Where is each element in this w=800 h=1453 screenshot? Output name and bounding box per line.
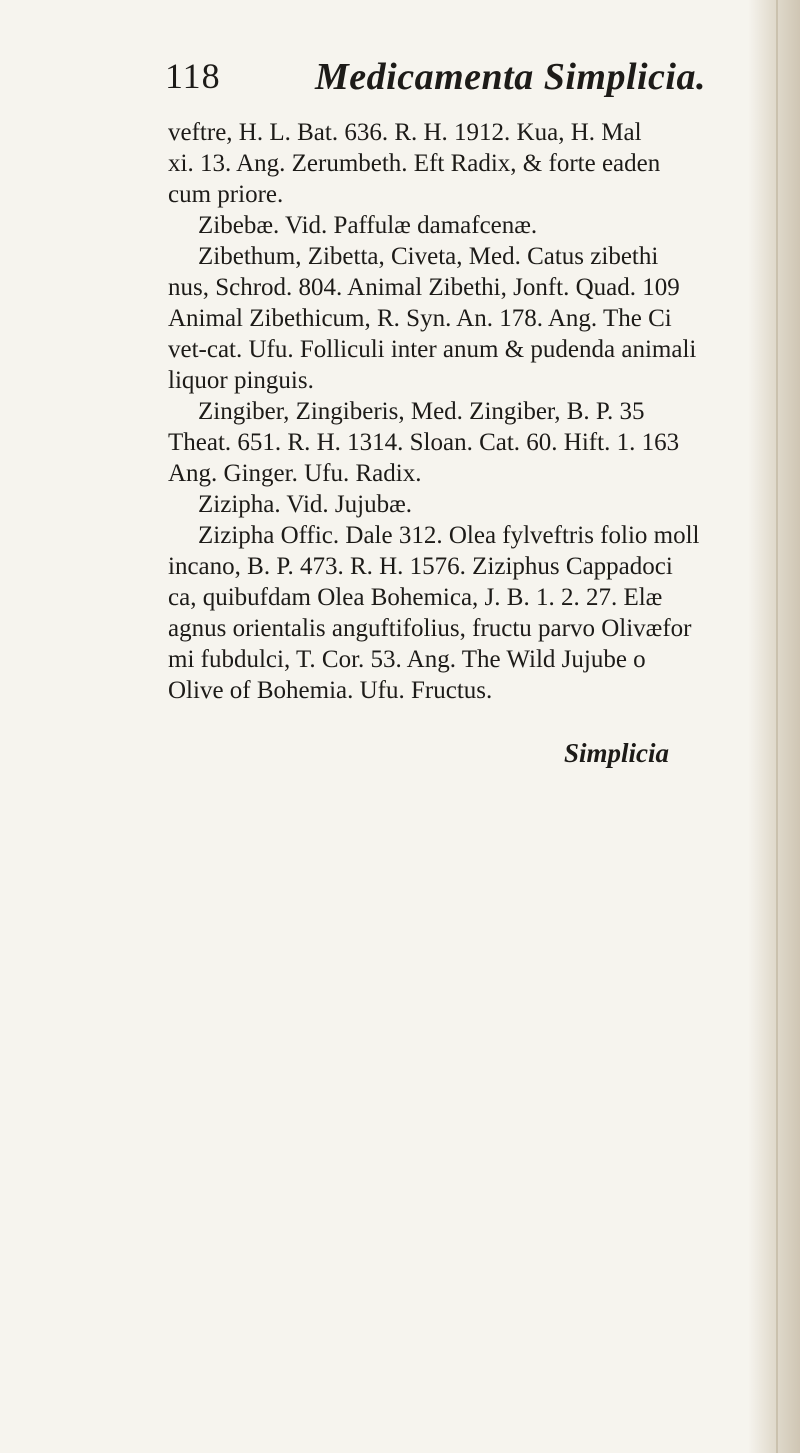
text-line: Zibethum, Zibetta, Civeta, Med. Catus zibethi	[198, 243, 659, 270]
text-line: liquor pinguis.	[168, 367, 314, 394]
text-line: incano, B. P. 473. R. H. 1576. Ziziphus Cappadoci	[168, 553, 673, 580]
page-header	[165, 55, 725, 105]
text-line: Ang. Ginger. Ufu. Radix.	[168, 460, 422, 487]
page-edge-line	[776, 0, 778, 1453]
text-line: Olive of Bohemia. Ufu. Fructus.	[168, 677, 493, 704]
text-line: Animal Zibethicum, R. Syn. An. 178. Ang. The Ci	[168, 305, 672, 332]
text-line: xi. 13. Ang. Zerumbeth. Eft Radix, & forte eaden	[168, 150, 661, 177]
text-line: mi fubdulci, T. Cor. 53. Ang. The Wild Jujube o	[168, 646, 646, 673]
text-line: ca, quibufdam Olea Bohemica, J. B. 1. 2. 27. Elæ	[168, 584, 663, 611]
text-line: Zizipha. Vid. Jujubæ.	[198, 491, 413, 518]
text-line: vet-cat. Ufu. Folliculi inter anum & pudenda animali	[168, 336, 697, 363]
entry-text	[168, 117, 738, 706]
page-gutter-shadow	[748, 0, 800, 1453]
text-line: Zingiber, Zingiberis, Med. Zingiber, B. P. 35	[198, 398, 645, 425]
text-line: veftre, H. L. Bat. 636. R. H. 1912. Kua, H. Mal	[168, 119, 642, 146]
text-line: Zizipha Offic. Dale 312. Olea fylveftris folio moll	[198, 522, 700, 549]
catchword: Simplicia	[564, 738, 670, 768]
text-line: nus, Schrod. 804. Animal Zibethi, Jonft. Quad. 109	[168, 274, 680, 301]
text-line: agnus orientalis anguftifolius, fructu parvo Olivæfor	[168, 615, 692, 642]
page-number: 118	[165, 56, 221, 96]
running-title: Medicamenta Simplicia.	[315, 56, 706, 98]
text-line: cum priore.	[168, 181, 284, 208]
text-line: Zibebæ. Vid. Paffulæ damafcenæ.	[198, 212, 538, 239]
text-line: Theat. 651. R. H. 1314. Sloan. Cat. 60. Hift. 1. 163	[168, 429, 680, 456]
